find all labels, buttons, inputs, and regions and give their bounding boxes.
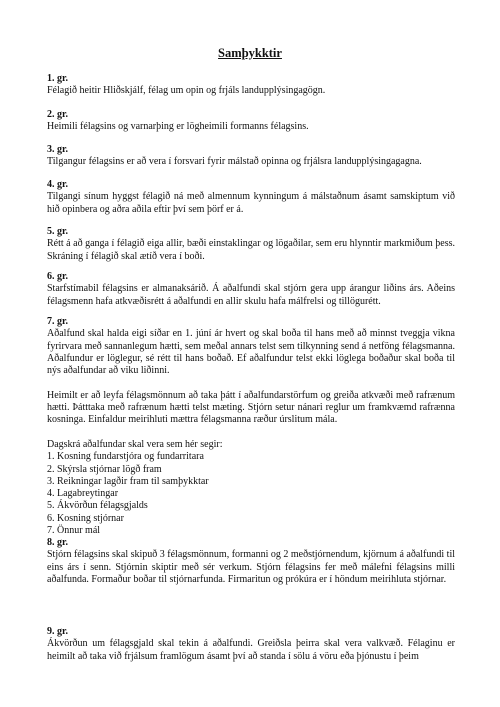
section-5	[47, 226, 455, 263]
section-text: Rétt á að ganga í félagið eiga allir, bæði einstaklingar og lögaðilar, sem eru hlynntir markmiðum þess. Skráning í félagið skal ætíð vera í boði.	[47, 238, 455, 262]
section-3	[47, 144, 455, 169]
agenda-item: 1. Kosning fundarstjóra og fundarritara	[47, 451, 204, 463]
section-text: Aðalfund skal halda eigi síðar en 1. júní ár hvert og skal boða til hans með að minnst tveggja vikna fyrirvara með sannanlegum hætti, sem meðal annars telst sem tilkynning send á netföng félagsmanna. Aðalfundur er löglegur, sé rétt til hans boðað. Ef aðalfundur telst ekki löglega boðaður skal boða til nýs aðalfundar að viku liðinni.	[47, 328, 455, 377]
section-text: Starfstímabil félagsins er almanaksárið. Á aðalfundi skal stjórn gera upp árangur liðins árs. Aðeins félagsmenn hafa atkvæðisrétt á aðalfundi en allir skulu hafa málfrelsi og tillögurétt.	[47, 283, 455, 307]
agenda-item: 7. Önnur mál	[47, 525, 101, 537]
agenda-item: 4. Lagabreytingar	[47, 488, 119, 500]
section-text-2: Heimilt er að leyfa félagsmönnum að taka þátt í aðalfundarstörfum og greiða atkvæði með rafrænum hætti. Þátttaka með rafrænum hætti telst mæting. Stjórn setur nánari reglur um framkvæmd rafrænna kosninga. Einfaldur meirihluti mættra félagsmanna ræður úrslitum mála.	[47, 389, 455, 426]
section-1	[47, 73, 455, 98]
section-heading: 3. gr.	[47, 144, 69, 155]
agenda-intro: Dagskrá aðalfundar skal vera sem hér segir:	[47, 438, 223, 450]
section-heading: 5. gr.	[47, 226, 69, 237]
section-heading: 6. gr.	[47, 271, 69, 282]
section-heading: 8. gr.	[47, 537, 69, 548]
section-text: Félagið heitir Hliðskjálf, félag um opin og frjáls landupplýsingagögn.	[47, 85, 326, 97]
section-heading: 1. gr.	[47, 73, 69, 84]
section-6	[47, 271, 455, 308]
section-8	[47, 537, 455, 586]
section-2	[47, 109, 455, 134]
section-heading: 4. gr.	[47, 179, 69, 190]
agenda-item: 2. Skýrsla stjórnar lögð fram	[47, 463, 162, 475]
document-title: Samþykktir	[218, 46, 282, 60]
section-heading: 9. gr.	[47, 626, 69, 637]
section-7	[47, 316, 455, 537]
section-heading: 2. gr.	[47, 109, 69, 120]
section-text: Ákvörðun um félagsgjald skal tekin á aðalfundi. Greiðsla þeirra skal vera valkvæð. Félaginu er heimilt að taka við frjálsum framlögum ásamt því að standa í sölu á vöru eða þjónustu í þeim	[47, 638, 455, 662]
section-text: Stjórn félagsins skal skipuð 3 félagsmönnum, formanni og 2 meðstjórnendum, kjörnum á aðalfundi til eins árs í senn. Stjórnin skiptir með sér verkum. Stjórn félagsins fer með málefni félagsins milli aðalfunda. Formaður boðar til stjórnarfunda. Firmaritun og prókúra er í höndum meirihluta stjórnar.	[47, 549, 455, 585]
section-text: Tilgangi sínum hyggst félagið ná með almennum kynningum á málstaðnum ásamt samskiptum við hið opinbera og aðra aðila eftir því sem þörf er á.	[47, 191, 455, 215]
section-text: Heimili félagsins og varnarþing er lögheimili formanns félagsins.	[47, 121, 309, 133]
agenda-item: 5. Ákvörðun félagsgjalds	[47, 500, 148, 512]
agenda-item: 3. Reikningar lagðir fram til samþykktar	[47, 475, 209, 487]
section-text: Tilgangur félagsins er að vera í forsvari fyrir málstað opinna og frjálsra landupplýsingagagna.	[47, 156, 422, 168]
section-4	[47, 179, 455, 216]
section-heading: 7. gr.	[47, 316, 69, 327]
section-9	[47, 626, 455, 663]
agenda-list	[47, 451, 455, 537]
agenda-item: 6. Kosning stjórnar	[47, 512, 124, 524]
